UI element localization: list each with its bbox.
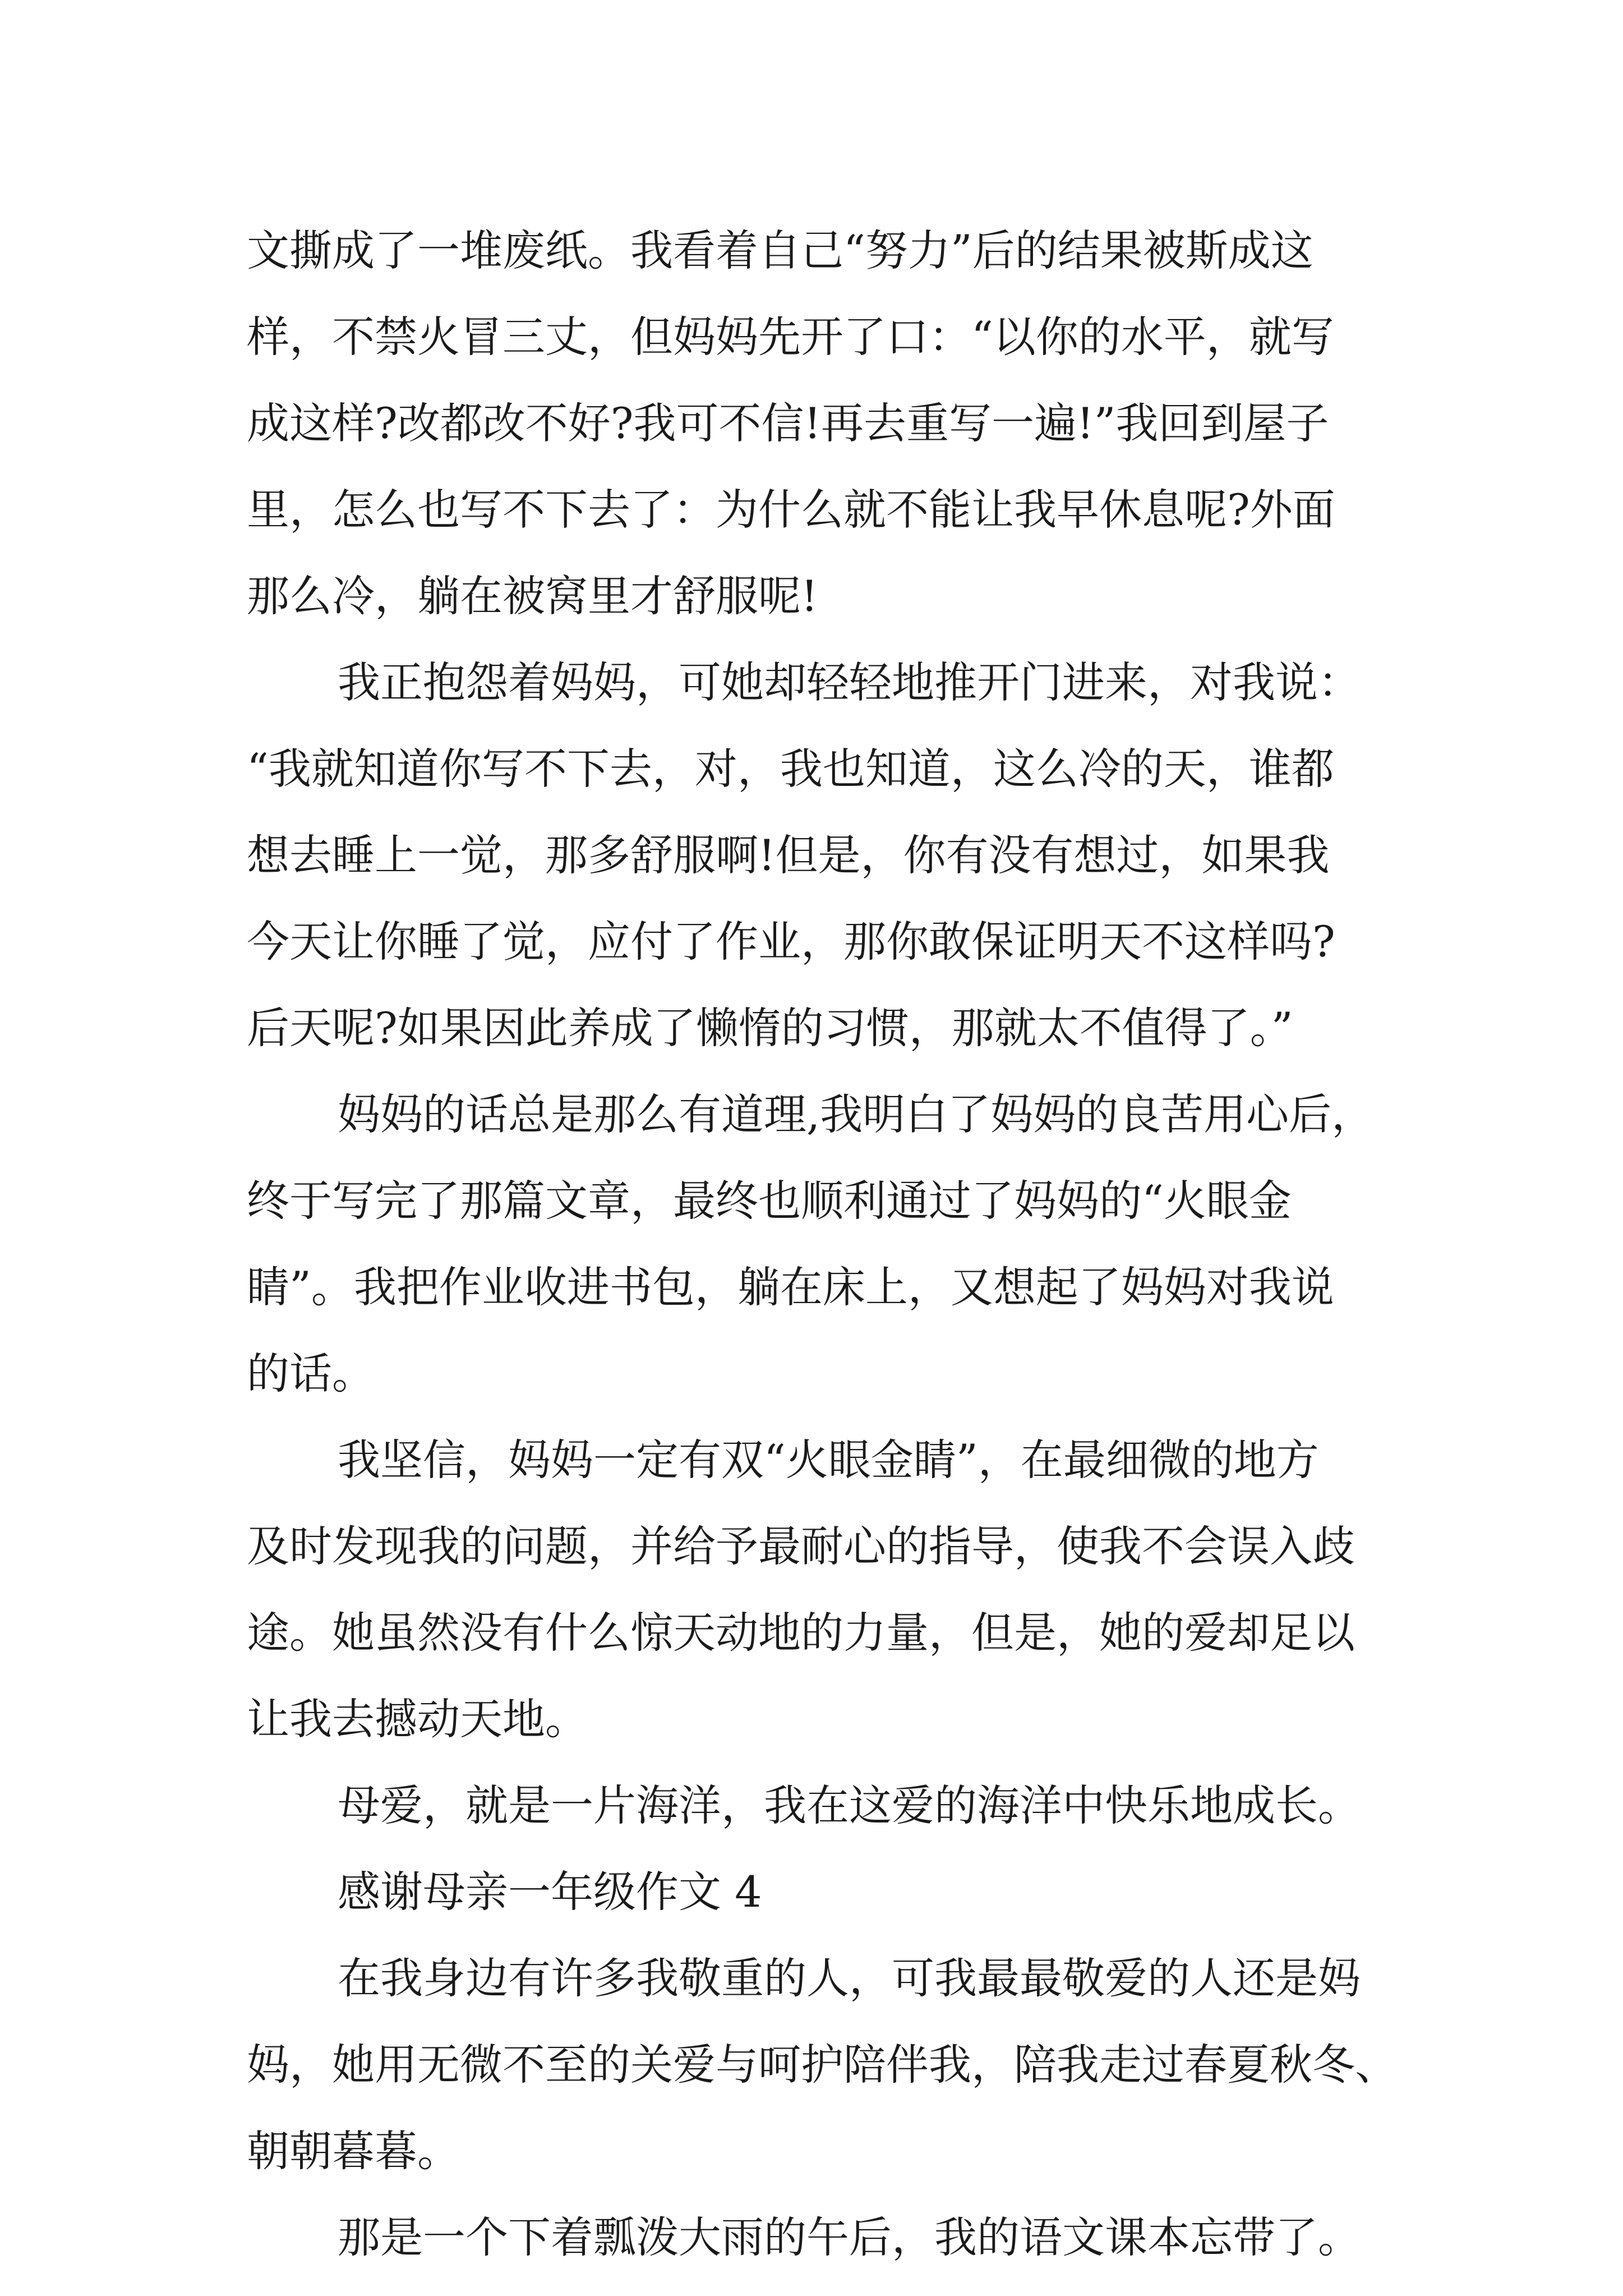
- text-line: 里，怎么也写不下去了：为什么就不能让我早休息呢?外面: [247, 485, 1335, 535]
- text-line: 妈妈的话总是那么有道理,我明白了妈妈的良苦用心后，: [338, 1089, 1375, 1139]
- text-line: 终于写完了那篇文章，最终也顺利通过了妈妈的“火眼金: [247, 1176, 1292, 1226]
- text-line: 及时发现我的问题，并给予最耐心的指导，使我不会误入歧: [247, 1521, 1355, 1571]
- text-line: 我正抱怨着妈妈，可她却轻轻地推开门进来，对我说：: [338, 657, 1361, 707]
- text-line: 我坚信，妈妈一定有双“火眼金睛”，在最细微的地方: [338, 1435, 1319, 1485]
- text-line: “我就知道你写不下去，对，我也知道，这么冷的天，谁都: [247, 744, 1334, 794]
- text-line: 今天让你睡了觉，应付了作业，那你敢保证明天不这样吗?: [247, 917, 1335, 967]
- text-line: 成这样?改都改不好?我可不信!再去重写一遍!”我回到屋子: [247, 398, 1329, 448]
- text-line: 文撕成了一堆废纸。我看着自己“努力”后的结果被斯成这: [247, 226, 1313, 275]
- text-line: 睛”。我把作业收进书包，躺在床上，又想起了妈妈对我说: [247, 1262, 1334, 1312]
- body-text: [247, 208, 1398, 2281]
- text-line: 在我身边有许多我敬重的人，可我最最敬爱的人还是妈: [338, 1953, 1361, 2003]
- text-line: 让我去撼动天地。: [247, 1694, 588, 1744]
- text-line: 想去睡上一觉，那多舒服啊!但是，你有没有想过，如果我: [247, 830, 1330, 880]
- text-line: 妈，她用无微不至的关爱与呵护陪伴我，陪我走过春夏秋冬、: [247, 2040, 1398, 2090]
- text-line: 感谢母亲一年级作文 4: [338, 1867, 762, 1917]
- text-line: 的话。: [247, 1349, 375, 1398]
- text-line: 样，不禁火冒三丈，但妈妈先开了口：“以你的水平，就写: [247, 312, 1334, 362]
- text-line: 那么冷，躺在被窝里才舒服呢!: [247, 571, 818, 621]
- text-line: 后天呢?如果因此养成了懒惰的习惯，那就太不值得了。”: [247, 1003, 1293, 1053]
- text-line: 那是一个下着瓢泼大雨的午后，我的语文课本忘带了。: [338, 2212, 1361, 2262]
- text-line: 朝朝暮暮。: [247, 2126, 460, 2176]
- text-line: 母爱，就是一片海洋，我在这爱的海洋中快乐地成长。: [338, 1780, 1361, 1830]
- text-line: 途。她虽然没有什么惊天动地的力量，但是，她的爱却足以: [247, 1608, 1355, 1658]
